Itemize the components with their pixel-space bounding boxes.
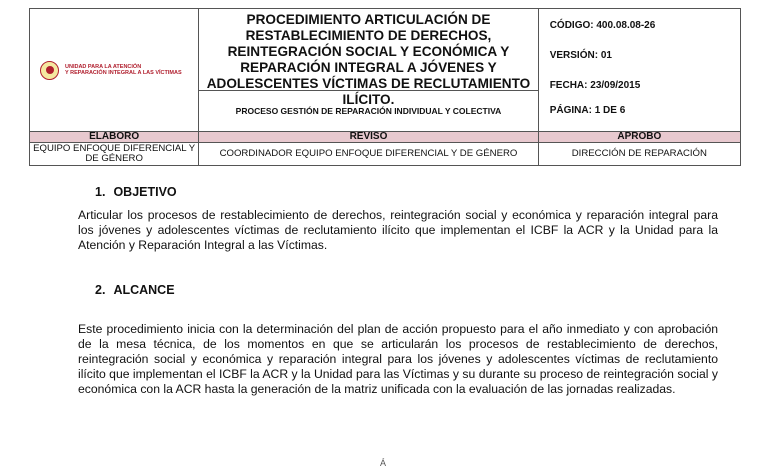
- process-name: PROCESO GESTIÓN DE REPARACIÓN INDIVIDUAL Y COLECTIVA: [235, 106, 502, 116]
- elaboro-value: EQUIPO ENFOQUE DIFERENCIAL Y DE GÉNERO: [30, 143, 199, 166]
- section-title: OBJETIVO: [113, 185, 177, 199]
- reviso-value: COORDINADOR EQUIPO ENFOQUE DIFERENCIAL Y DE GÉNERO: [199, 143, 538, 166]
- coat-of-arms-icon: [40, 61, 59, 80]
- elaboro-label: ELABORO: [30, 132, 199, 143]
- section-heading-objetivo: [95, 185, 177, 199]
- section-number: 1.: [95, 185, 106, 199]
- cut-off-text-fragment: Á: [380, 458, 387, 468]
- aprobo-value: DIRECCIÓN DE REPARACIÓN: [538, 143, 740, 166]
- section-heading-alcance: [95, 283, 175, 297]
- metadata-cell: [538, 9, 740, 132]
- logo-text-line1: UNIDAD PARA LA ATENCIÓN: [65, 63, 142, 70]
- logo-cell: [30, 9, 199, 132]
- organization-logo-text: [65, 64, 182, 77]
- section-text-objetivo: Articular los procesos de restablecimiento de derechos, reintegración social y económica y reparación integral para los jóvenes y adolescentes víctimas de reclutamiento ilícito que implementan el ICBF la ACR y la Unidad para la Atención y Reparación Integral a las Víctimas.: [78, 208, 718, 252]
- section-number: 2.: [95, 283, 106, 297]
- document-header-table: [29, 8, 741, 166]
- reviso-label: REVISO: [199, 132, 538, 143]
- logo-text-line2: Y REPARACIÓN INTEGRAL A LAS VÍCTIMAS: [65, 70, 182, 76]
- document-page-number: PÁGINA: 1 DE 6: [549, 105, 626, 116]
- document-version: VERSIÓN: 01: [549, 50, 612, 61]
- section-text-alcance: Este procedimiento inicia con la determinación del plan de acción propuesto para el año inmediato y con aprobación de la mesa técnica, de los momentos en que se articularán los procesos de restablecimiento de derechos, reintegración social y económica y reparación integral para los jóvenes y adolescentes víctimas de reclutamiento ilícito que implementan el ICBF la ACR y la Unidad para las Víctimas y su durante su proceso de reintegración social y económica con la ACR hasta la generación de la matriz unificada con la evaluación de las jornadas realizadas.: [78, 322, 718, 396]
- document-date: FECHA: 23/09/2015: [549, 80, 641, 91]
- section-title: ALCANCE: [113, 283, 175, 297]
- document-code: CÓDIGO: 400.08.08-26: [549, 20, 656, 31]
- title-cell: [199, 9, 538, 132]
- document-title: PROCEDIMIENTO ARTICULACIÓN DE RESTABLECIMIENTO DE DERECHOS, REINTEGRACIÓN SOCIAL Y ECONÓMICA Y REPARACIÓN INTEGRAL A JÓVENES Y ADOLESCENTES VÍCTIMAS DE RECLUTAMIENTO ILÍCITO.: [199, 9, 537, 91]
- aprobo-label: APROBO: [538, 132, 740, 143]
